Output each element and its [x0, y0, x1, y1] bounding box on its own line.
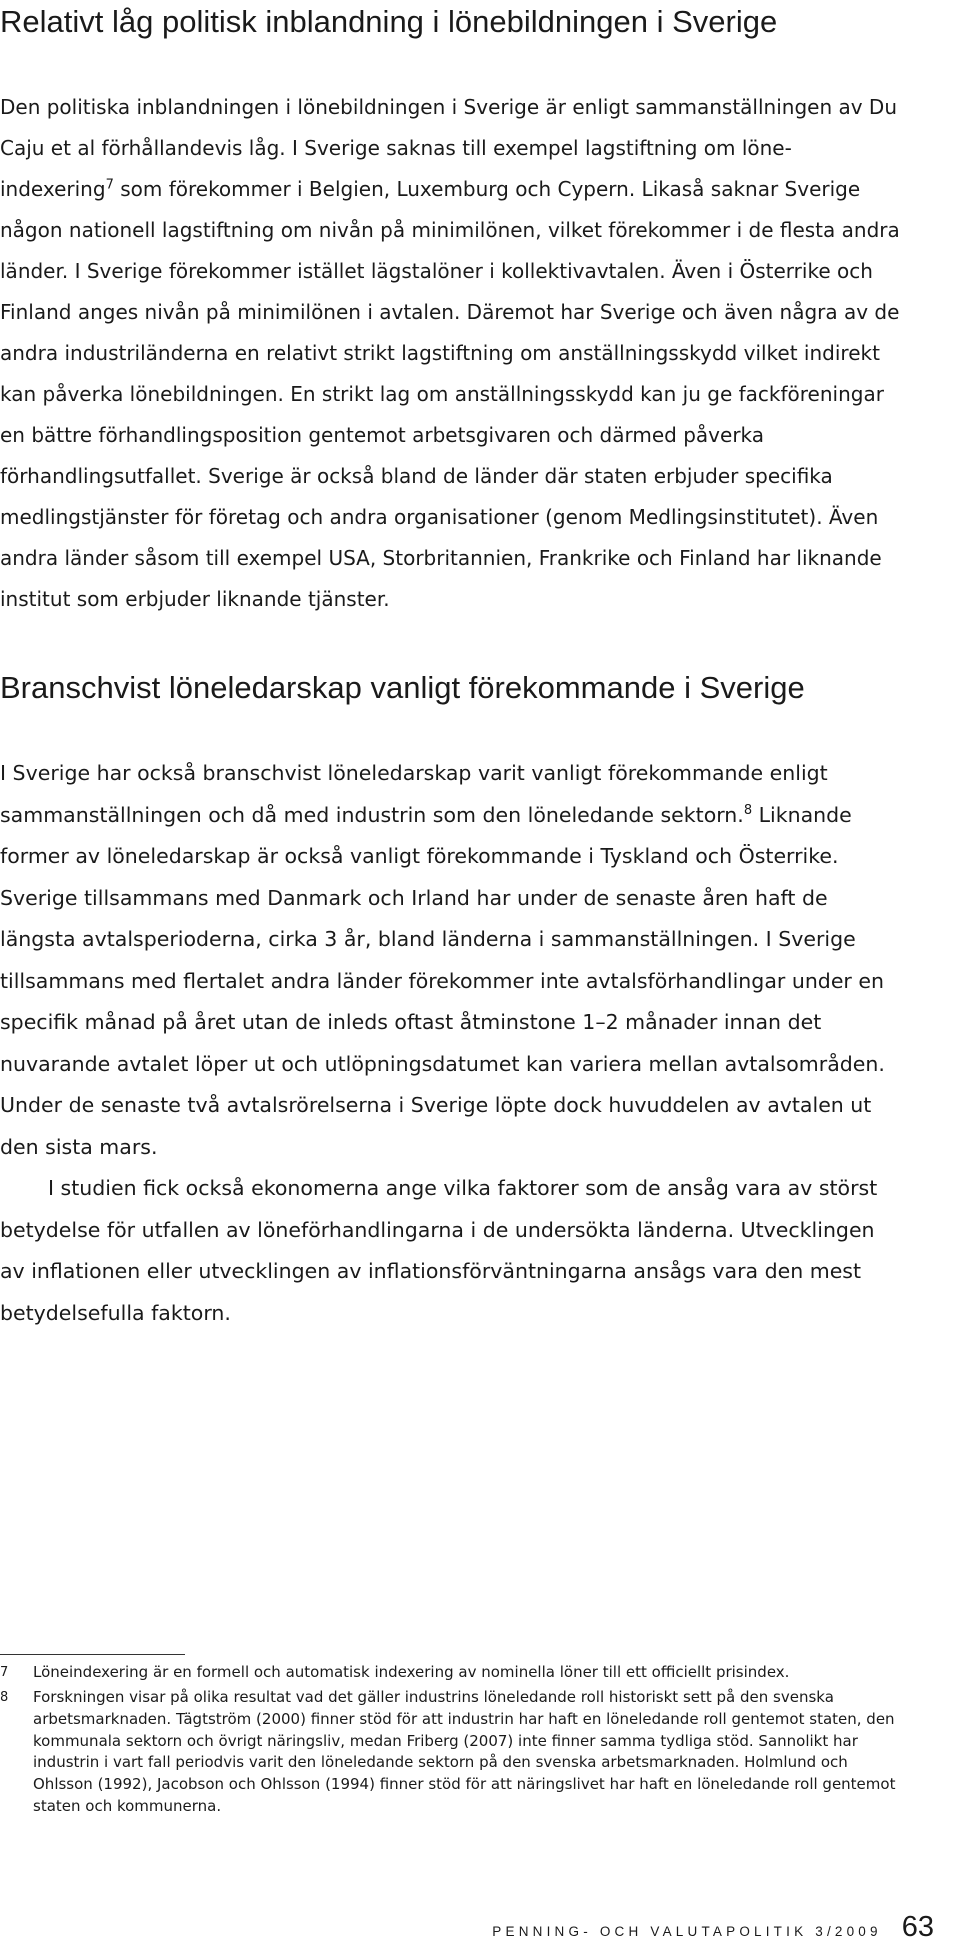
paragraph-text: som förekommer i Belgien, Luxemburg och Cypern. Likaså saknar Sverige någon nationell lagstiftning om nivån på minimilönen, vilket förekommer i de flesta andra länder. I Sverige förekommer istället lägstalöner i kollektivavtalen. Även i Österrike och Finland anges nivån på minimilönen i avtalen. Däremot har Sverige och även några av de andra industriländerna en relativt strikt lagstiftning om anställningsskydd vilket indirekt kan påverka lönebildningen. En strikt lag om anställningsskydd kan ju ge fackföreningar en bättre förhandlingsposition gentemot arbetsgivaren och därmed påverka förhandlingsutfallet. Sverige är också bland de länder där staten erbjuder specifika medlingstjänster för företag och andra organisationer (genom Medlingsinstitutet). Även andra länder såsom till exempel USA, Storbritannien, Frankrike och Finland har liknande institut som erbjuder liknande tjänster.	[0, 177, 900, 611]
page-footer	[492, 1911, 934, 1944]
footnote-ref: 7	[105, 177, 114, 193]
section-heading: Branschvist löneledarskap vanligt förekommande i Sverige	[0, 670, 805, 705]
journal-title: PENNING- OCH VALUTAPOLITIK 3/2009	[492, 1924, 882, 1939]
paragraph-text: I Sverige har också branschvist löneledarskap varit vanligt förekommande enligt sammanställningen och då med industrin som den löneledande sektorn.	[0, 761, 828, 827]
paragraph-text: Den politiska inblandningen i lönebildningen i Sverige är enligt sammanställningen av Du Caju et al förhållandevis låg. I Sverige saknas till exempel lagstiftning om löne-indexering	[0, 95, 898, 201]
footnote-divider	[0, 1654, 185, 1655]
section1-body	[0, 87, 900, 620]
footnote-text: Löneindexering är en formell och automatisk indexering av nominella löner till ett officiellt prisindex.	[33, 1663, 790, 1681]
section-wage-leadership	[0, 668, 900, 708]
section-political-involvement	[0, 2, 900, 42]
page-number: 63	[901, 1911, 934, 1943]
footnote-8	[0, 1687, 900, 1818]
paragraph	[0, 87, 900, 620]
section-heading: Relativt låg politisk inblandning i lönebildningen i Sverige	[0, 4, 778, 39]
paragraph	[0, 753, 900, 1168]
paragraph: I studien fick också ekonomerna ange vilka faktorer som de ansåg vara av störst betydelse för utfallen av löneförhandlingarna i de undersökta länderna. Utvecklingen av inflationen eller utvecklingen av inflationsförväntningarna ansågs vara den mest betydelsefulla faktorn.	[0, 1176, 878, 1325]
footnote-number: 8	[0, 1690, 9, 1705]
footnote-ref: 8	[743, 802, 753, 818]
footnote-text: Forskningen visar på olika resultat vad det gäller industrins löneledande roll historiskt sett på den svenska arbetsmarknaden. Tägtström (2000) finner stöd för att industrin har haft en löneledande roll gentemot staten, den kommunala sektorn och övrigt näringsliv, medan Friberg (2007) inte finner samma tydliga stöd. Sannolikt har industrin i vart fall periodvis varit den löneledande sektorn på den svenska arbetsmarknaden. Holmlund och Ohlsson (1992), Jacobson och Ohlsson (1994) finner stöd för att näringslivet har haft en löneledande roll gentemot staten och kommunerna.	[33, 1688, 896, 1815]
section2-body	[0, 753, 900, 1334]
footnote-number: 7	[0, 1665, 9, 1680]
paragraph-text: Liknande former av löneledarskap är också vanligt förekommande i Tyskland och Österrike. Sverige tillsammans med Danmark och Irland har under de senaste åren haft de längsta avtalsperioderna, cirka 3 år, bland länderna i sammanställningen. I Sverige tillsammans med flertalet andra länder förekommer inte avtalsförhandlingar under en specifik månad på året utan de inleds oftast åtminstone 1–2 månader innan det nuvarande avtalet löper ut och utlöpningsdatumet kan variera mellan avtalsområden. Under de senaste två avtalsrörelserna i Sverige löpte dock huvuddelen av avtalen ut den sista mars.	[0, 802, 885, 1159]
footnote-7	[0, 1662, 900, 1684]
